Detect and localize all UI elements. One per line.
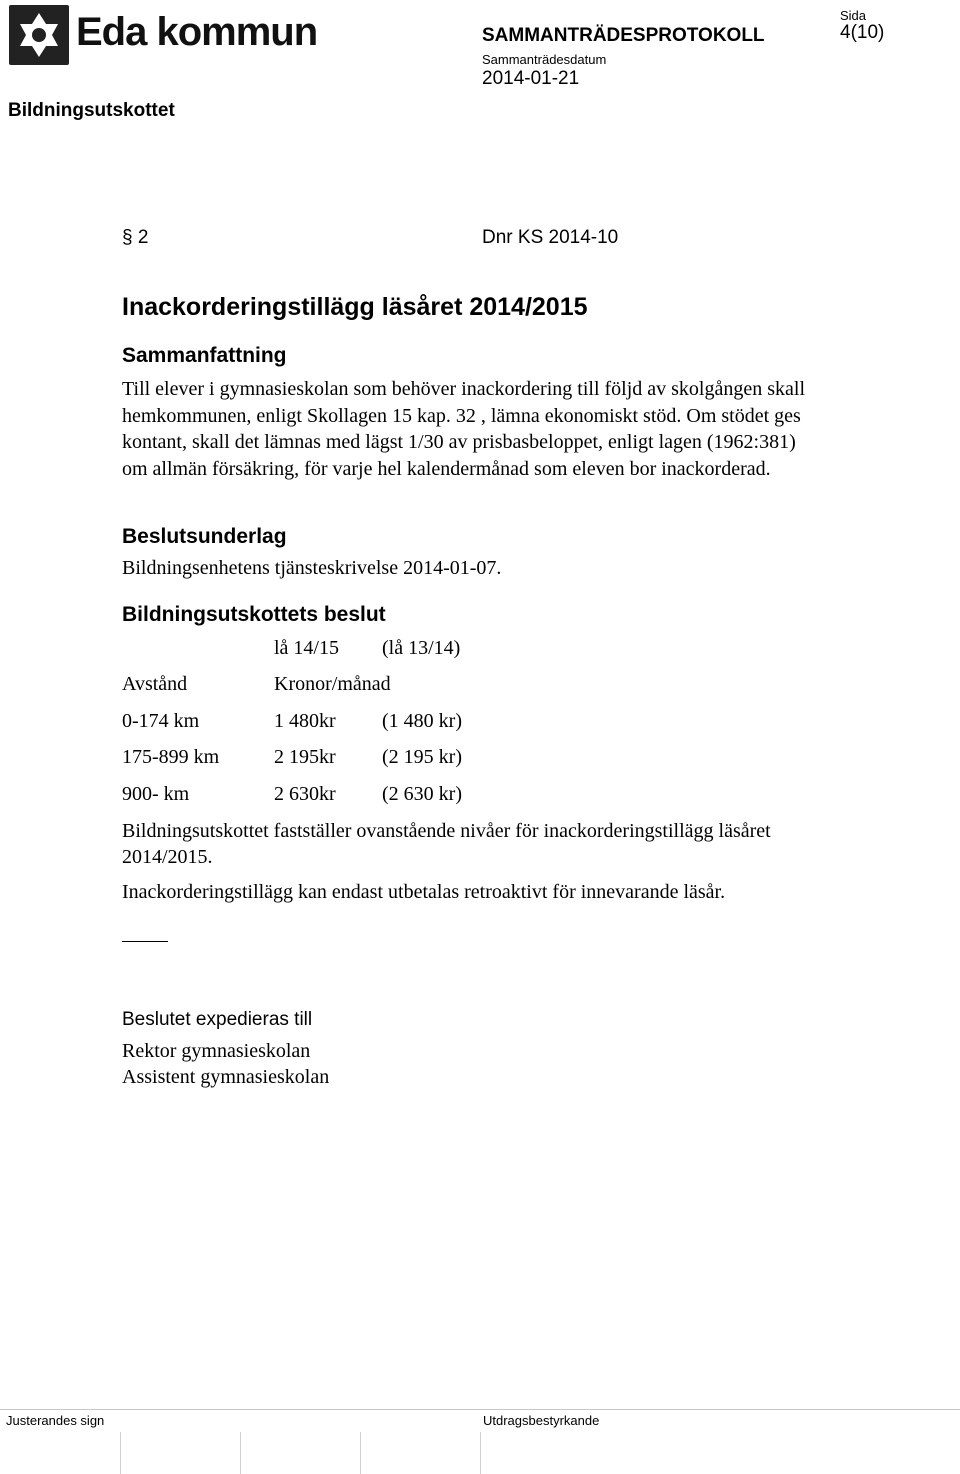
- summary-heading: Sammanfattning: [122, 344, 287, 367]
- signature-box-divider: [480, 1432, 481, 1474]
- table-cell-distance: 0-174 km: [122, 710, 200, 732]
- recipient: Rektor gymnasieskolan: [122, 1040, 311, 1062]
- summary-text: Till elever i gymnasieskolan som behöver inackordering till följd av skolgången skall hemkommunen, enligt Skollagen 15 kap. 32 , lämna ekonomiskt stöd. Om stödet ges kontant, skall det lämnas med lägst 1/30 av prisbasbeloppet, enligt lagen (1962:381) om allmän försäkring, för varje hel kalendermånad som eleven bor inackorderad.: [122, 378, 806, 480]
- table-cell-amount: 2 630kr: [274, 783, 336, 805]
- committee-name: Bildningsutskottet: [8, 100, 175, 121]
- case-number: Dnr KS 2014-10: [482, 227, 619, 248]
- table-column-header: Avstånd: [122, 673, 188, 695]
- item-title: Inackorderingstillägg läsåret 2014/2015: [122, 293, 588, 321]
- decision-text: Bildningsutskottet fastställer ovanstående nivåer för inackorderingstillägg läsåret 2014/2015.: [122, 820, 771, 868]
- meeting-date: 2014-01-21: [482, 68, 580, 89]
- table-year-header: (lå 13/14): [382, 637, 461, 659]
- table-cell-prev-amount: (2 195 kr): [382, 746, 462, 768]
- table-cell-amount: 2 195kr: [274, 746, 336, 768]
- recipient: Assistent gymnasieskolan: [122, 1066, 330, 1088]
- table-cell-prev-amount: (2 630 kr): [382, 783, 462, 805]
- meeting-date-label: Sammanträdesdatum: [482, 52, 607, 67]
- table-cell-prev-amount: (1 480 kr): [382, 710, 462, 732]
- table-cell-distance: 900- km: [122, 783, 190, 805]
- divider: [122, 941, 168, 942]
- signature-label: Justerandes sign: [6, 1413, 105, 1428]
- signature-box-divider: [360, 1432, 361, 1474]
- page-label: Sida: [840, 8, 867, 23]
- decision-note: Inackorderingstillägg kan endast utbetalas retroaktivt för innevarande läsår.: [122, 881, 726, 903]
- extract-certification-label: Utdragsbestyrkande: [483, 1413, 600, 1428]
- decision-heading: Bildningsutskottets beslut: [122, 603, 386, 626]
- recipient-list: [122, 1038, 329, 1090]
- page-number: 4(10): [840, 22, 885, 43]
- table-year-header: lå 14/15: [274, 637, 339, 659]
- signature-box-divider: [120, 1432, 121, 1474]
- signature-box-divider: [240, 1432, 241, 1474]
- dispatch-heading: Beslutet expedieras till: [122, 1009, 313, 1030]
- table-column-header: Kronor/månad: [274, 673, 391, 695]
- basis-heading: Beslutsunderlag: [122, 525, 287, 548]
- table-cell-distance: 175-899 km: [122, 746, 220, 768]
- document-title: SAMMANTRÄDESPROTOKOLL: [482, 25, 765, 46]
- section-number-value: 2: [137, 227, 149, 248]
- footer-divider: [0, 1409, 960, 1410]
- section-number: § 2: [122, 227, 149, 248]
- table-cell-amount: 1 480kr: [274, 710, 336, 732]
- municipality-crest-icon: [8, 4, 70, 66]
- brand-name: Eda kommun: [76, 10, 318, 54]
- basis-text: Bildningsenhetens tjänsteskrivelse 2014-01-07.: [122, 557, 502, 579]
